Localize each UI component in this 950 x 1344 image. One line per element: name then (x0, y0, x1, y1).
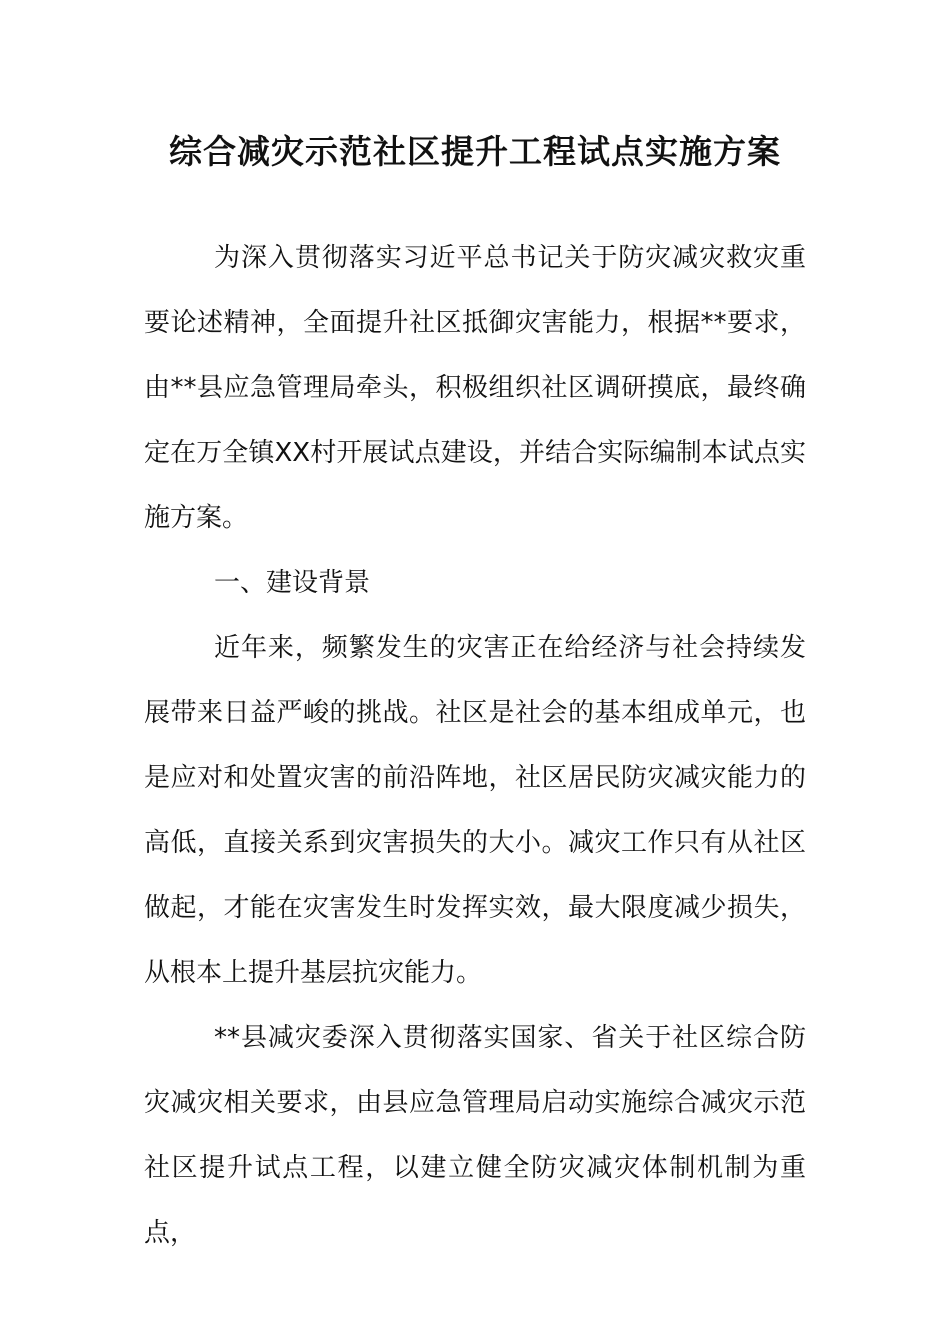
section-heading-background: 一、建设背景 (214, 568, 371, 598)
document-body (144, 226, 806, 1266)
paragraph-background: 近年来，频繁发生的灾害正在给经济与社会持续发展带来日益严峻的挑战。社区是社会的基本组成单元，也是应对和处置灾害的前沿阵地，社区居民防灾减灾能力的高低，直接关系到灾害损失的大小。减灾工作只有从社区做起，才能在灾害发生时发挥实效，最大限度减少损失，从根本上提升基层抗灾能力。 (144, 633, 806, 988)
paragraph-county-committee: **县减灾委深入贯彻落实国家、省关于社区综合防灾减灾相关要求，由县应急管理局启动实施综合减灾示范社区提升试点工程，以建立健全防灾减灾体制机制为重点， (144, 1023, 806, 1248)
paragraph-intro: 为深入贯彻落实习近平总书记关于防灾减灾救灾重要论述精神，全面提升社区抵御灾害能力，根据**要求，由**县应急管理局牵头，积极组织社区调研摸底，最终确定在万全镇XX村开展试点建设，并结合实际编制本试点实施方案。 (144, 243, 806, 533)
document-title: 综合减灾示范社区提升工程试点实施方案 (169, 132, 781, 171)
